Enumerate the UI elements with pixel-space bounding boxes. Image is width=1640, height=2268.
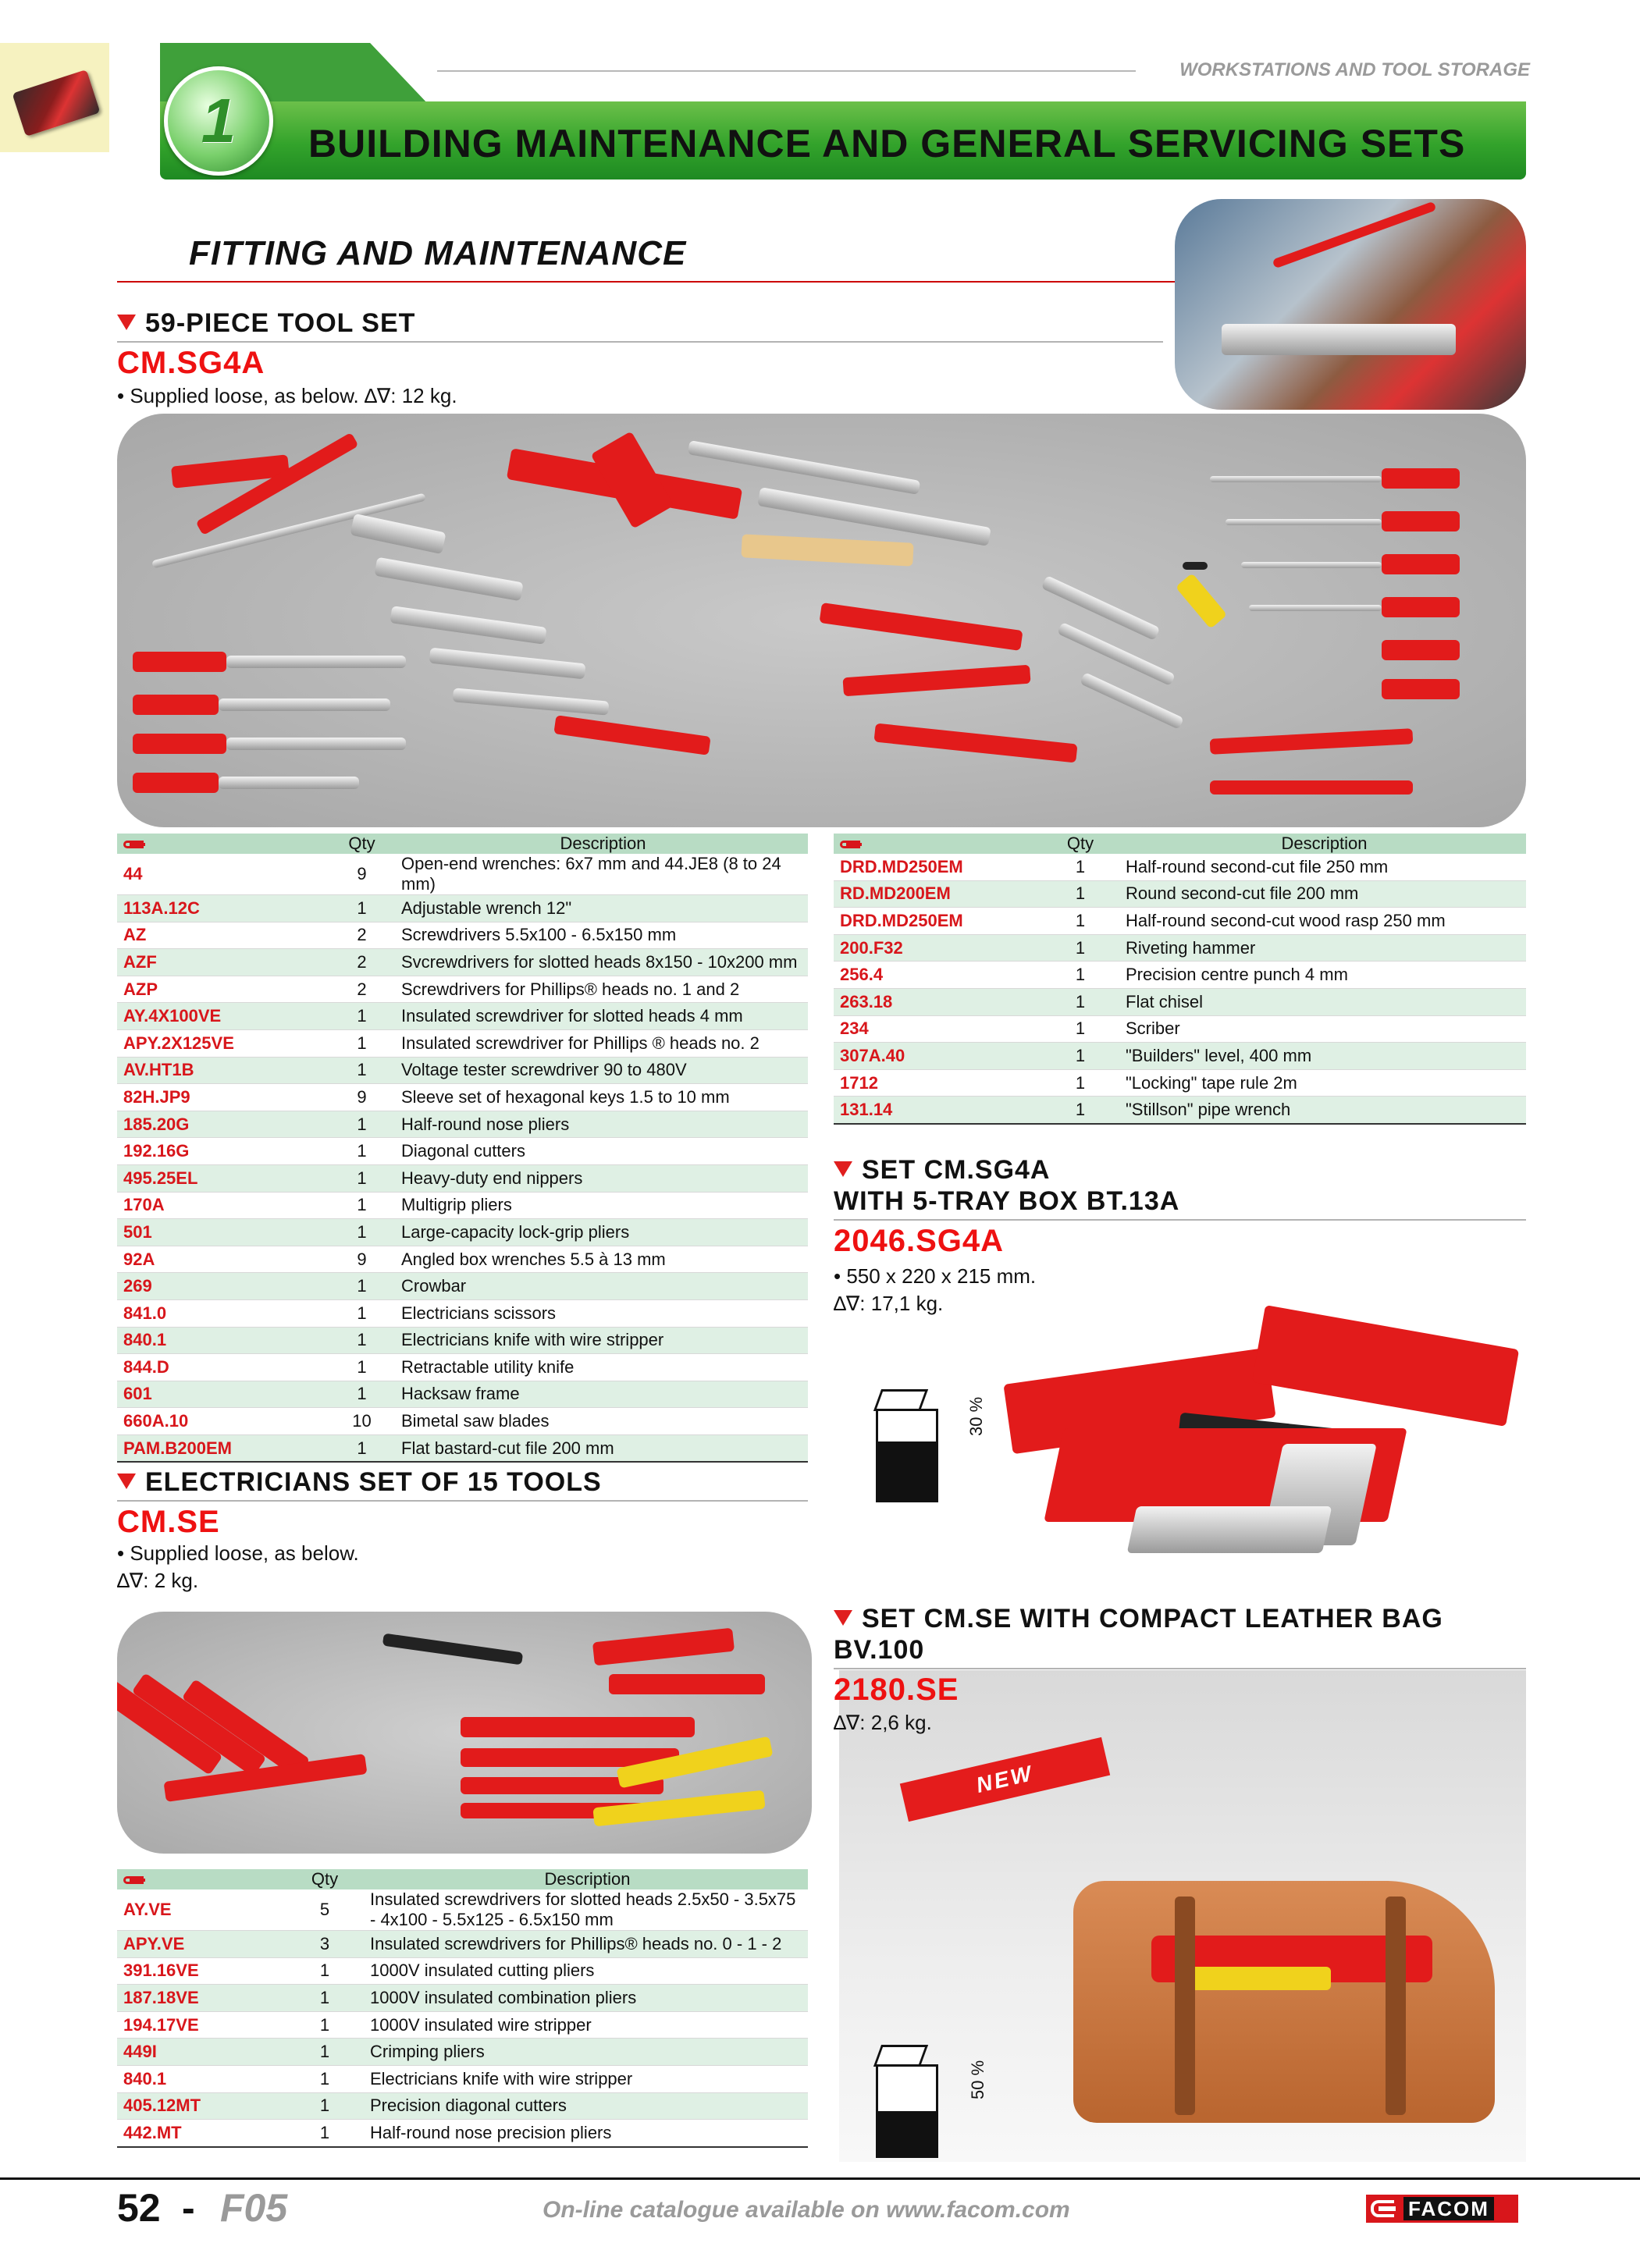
quantity: 1: [1038, 1069, 1122, 1097]
set2-bag-heading: SET CM.SE WITH COMPACT LEATHER BAG: [834, 1604, 1443, 1634]
table-row: [117, 1957, 808, 1985]
part-code: APY.VE: [117, 1931, 283, 1958]
part-code: 841.0: [117, 1299, 326, 1327]
description: Round second-cut file 200 mm: [1122, 880, 1526, 908]
table-row: [117, 895, 808, 922]
description: Electricians scissors: [398, 1299, 808, 1327]
quantity: 1: [283, 1957, 367, 1985]
quantity: 1: [1038, 854, 1122, 880]
table-row: [117, 922, 808, 949]
table-row: [117, 2120, 808, 2147]
set1-heading: 59-PIECE TOOL SET: [117, 308, 415, 339]
description: Scriber: [1122, 1015, 1526, 1043]
part-code: DRD.MD250EM: [834, 908, 1038, 935]
footer-url-text: On-line catalogue available on www.facom.com: [543, 2197, 1070, 2223]
table-row: [117, 1299, 808, 1327]
description: Half-round nose pliers: [398, 1111, 808, 1138]
set1-rule: [117, 341, 1163, 343]
set2-bag-rule: [834, 1668, 1526, 1669]
table-row: [117, 1931, 808, 1958]
description: Insulated screwdriver for Phillips ® heads no. 2: [398, 1029, 808, 1057]
table-row: [117, 1408, 808, 1435]
set1-tools-photo: [117, 414, 1526, 827]
quantity: 1: [283, 2120, 367, 2147]
quantity: 9: [326, 854, 398, 895]
table-row: [834, 908, 1526, 935]
quantity: 1: [326, 1111, 398, 1138]
set1-parts-table-left: [117, 834, 808, 1463]
quantity: 1: [326, 1003, 398, 1030]
table-row: [834, 1069, 1526, 1097]
table-row: [117, 1057, 808, 1084]
part-code: 449I: [117, 2039, 283, 2066]
quantity: 1: [326, 1381, 398, 1408]
table-row: [117, 1192, 808, 1219]
quantity: 1: [326, 1434, 398, 1462]
set1-note: • Supplied loose, as below. ∆∇: 12 kg.: [117, 384, 457, 407]
description: Heavy-duty end nippers: [398, 1164, 808, 1192]
hero-photo-sawing: [1175, 199, 1526, 410]
table-row: [117, 2011, 808, 2039]
part-code: 187.18VE: [117, 1985, 283, 2012]
quantity: 1: [283, 2011, 367, 2039]
quantity: 1: [326, 1327, 398, 1354]
brand-logo: [1366, 2195, 1518, 2223]
part-code: 44: [117, 854, 326, 895]
table-row: [117, 1084, 808, 1111]
description: Bimetal saw blades: [398, 1408, 808, 1435]
description: Screwdrivers for Phillips® heads no. 1 and 2: [398, 976, 808, 1003]
part-code: 185.20G: [117, 1111, 326, 1138]
table-row: [117, 1029, 808, 1057]
set1-box-heading: SET CM.SG4A: [834, 1155, 1050, 1186]
set2-weight: ∆∇: 2 kg.: [117, 1569, 199, 1592]
chapter-thumbnail: [0, 43, 109, 152]
quantity: 9: [326, 1246, 398, 1273]
part-code: 131.14: [834, 1097, 1038, 1124]
part-code: 442.MT: [117, 2120, 283, 2147]
quantity: 1: [283, 2092, 367, 2120]
quantity: 2: [326, 949, 398, 976]
quantity: 1: [326, 1164, 398, 1192]
page-number: 52: [117, 2186, 161, 2230]
description: Adjustable wrench 12": [398, 895, 808, 922]
part-code: 601: [117, 1381, 326, 1408]
fill-percent: 50 %: [968, 2060, 987, 2099]
part-code: 1712: [834, 1069, 1038, 1097]
description: Precision centre punch 4 mm: [1122, 962, 1526, 989]
table-row: [117, 2092, 808, 2120]
description: Flat bastard-cut file 200 mm: [398, 1434, 808, 1462]
part-code: AZ: [117, 922, 326, 949]
triangle-bullet-icon: [834, 1610, 852, 1626]
description: Half-round second-cut file 250 mm: [1122, 854, 1526, 880]
description-header: Description: [367, 1869, 808, 1889]
table-row: [834, 1015, 1526, 1043]
section-subtitle: FITTING AND MAINTENANCE: [189, 234, 687, 272]
table-row: [834, 1097, 1526, 1124]
table-row: [834, 962, 1526, 989]
table-row: [834, 880, 1526, 908]
description: Precision diagonal cutters: [367, 2092, 808, 2120]
table-row: [117, 1164, 808, 1192]
part-code: 170A: [117, 1192, 326, 1219]
part-code: PAM.B200EM: [117, 1434, 326, 1462]
part-code: 391.16VE: [117, 1957, 283, 1985]
set2-heading: ELECTRICIANS SET OF 15 TOOLS: [117, 1467, 602, 1498]
description: Diagonal cutters: [398, 1138, 808, 1165]
description: Electricians knife with wire stripper: [367, 2065, 808, 2092]
description: Voltage tester screwdriver 90 to 480V: [398, 1057, 808, 1084]
part-code: 840.1: [117, 1327, 326, 1354]
brand-name: FACOM: [1403, 2197, 1494, 2220]
quantity: 1: [326, 1029, 398, 1057]
reference-icon: [123, 1875, 147, 1886]
quantity: 1: [326, 1219, 398, 1246]
part-code: 405.12MT: [117, 2092, 283, 2120]
quantity: 1: [326, 1192, 398, 1219]
page-number-separator: -: [182, 2186, 195, 2230]
table-row: [117, 1354, 808, 1381]
description-header: Description: [1122, 834, 1526, 854]
set2-bag-heading-line2: BV.100: [834, 1635, 925, 1665]
description: Electricians knife with wire stripper: [398, 1327, 808, 1354]
description: "Builders" level, 400 mm: [1122, 1043, 1526, 1070]
quantity: 5: [283, 1889, 367, 1931]
quantity: 1: [283, 2039, 367, 2066]
quantity: 1: [326, 1138, 398, 1165]
table-row: [117, 1003, 808, 1030]
table-row: [834, 1043, 1526, 1070]
part-code: 840.1: [117, 2065, 283, 2092]
part-code: AY.VE: [117, 1889, 283, 1931]
part-code: 844.D: [117, 1354, 326, 1381]
qty-header: Qty: [1038, 834, 1122, 854]
part-code: 495.25EL: [117, 1164, 326, 1192]
part-code: RD.MD200EM: [834, 880, 1038, 908]
table-row: [117, 1434, 808, 1462]
part-code: 113A.12C: [117, 895, 326, 922]
quantity: 1: [283, 1985, 367, 2012]
description: Screwdrivers 5.5x100 - 6.5x150 mm: [398, 922, 808, 949]
set1-parts-table-right: [834, 834, 1526, 1125]
description: Retractable utility knife: [398, 1354, 808, 1381]
part-code: AZP: [117, 976, 326, 1003]
part-code: 263.18: [834, 988, 1038, 1015]
part-code: DRD.MD250EM: [834, 854, 1038, 880]
table-row: [117, 1219, 808, 1246]
description: Sleeve set of hexagonal keys 1.5 to 10 mm: [398, 1084, 808, 1111]
part-code: APY.2X125VE: [117, 1029, 326, 1057]
table-row: [117, 1138, 808, 1165]
table-row: [117, 949, 808, 976]
description: Insulated screwdrivers for slotted heads 2.5x50 - 3.5x75 - 4x100 - 5.5x125 - 6.5x150 mm: [367, 1889, 808, 1931]
description: Multigrip pliers: [398, 1192, 808, 1219]
bag-photo-panel: [839, 1670, 1526, 2162]
set1-reference: CM.SG4A: [117, 346, 265, 380]
triangle-bullet-icon: [117, 1473, 136, 1489]
part-code: 256.4: [834, 962, 1038, 989]
set2-parts-table: [117, 1869, 808, 2148]
table-row: [117, 1246, 808, 1273]
set2-bag-reference: 2180.SE: [834, 1673, 959, 1707]
triangle-bullet-icon: [834, 1161, 852, 1177]
quantity: 1: [1038, 988, 1122, 1015]
set1-box-dimensions: • 550 x 220 x 215 mm.: [834, 1264, 1037, 1288]
description: Insulated screwdriver for slotted heads 4 mm: [398, 1003, 808, 1030]
description-header: Description: [398, 834, 808, 854]
quantity: 1: [1038, 1043, 1122, 1070]
table-row: [117, 1985, 808, 2012]
part-code: 269: [117, 1273, 326, 1300]
description: "Locking" tape rule 2m: [1122, 1069, 1526, 1097]
page-code: F05: [220, 2186, 288, 2230]
section-label: WORKSTATIONS AND TOOL STORAGE: [1179, 59, 1530, 80]
qty-header: Qty: [326, 834, 398, 854]
description: Crimping pliers: [367, 2039, 808, 2066]
table-row: [117, 854, 808, 895]
part-code: 194.17VE: [117, 2011, 283, 2039]
tool-tray-thumbnail-image: [12, 69, 100, 137]
table-row: [834, 934, 1526, 962]
description: Half-round nose precision pliers: [367, 2120, 808, 2147]
chapter-number: 1: [201, 86, 237, 155]
description: Flat chisel: [1122, 988, 1526, 1015]
quantity: 1: [326, 1057, 398, 1084]
reference-icon: [123, 839, 147, 850]
set2-tools-photo: [117, 1612, 812, 1854]
part-code: 307A.40: [834, 1043, 1038, 1070]
quantity: 1: [1038, 908, 1122, 935]
quantity: 10: [326, 1408, 398, 1435]
quantity: 1: [326, 895, 398, 922]
quantity: 1: [283, 2065, 367, 2092]
table-row: [117, 976, 808, 1003]
description: Insulated screwdrivers for Phillips® heads no. 0 - 1 - 2: [367, 1931, 808, 1958]
part-code: 234: [834, 1015, 1038, 1043]
description: Svcrewdrivers for slotted heads 8x150 - 10x200 mm: [398, 949, 808, 976]
table-row: [117, 1889, 808, 1931]
quantity: 9: [326, 1084, 398, 1111]
part-code: 92A: [117, 1246, 326, 1273]
quantity: 1: [1038, 880, 1122, 908]
description: 1000V insulated cutting pliers: [367, 1957, 808, 1985]
quantity: 1: [1038, 962, 1122, 989]
table-row: [117, 2065, 808, 2092]
footer-rule: [0, 2177, 1640, 2180]
part-code: 501: [117, 1219, 326, 1246]
quantity: 1: [1038, 1097, 1122, 1124]
brand-mark-icon: [1371, 2200, 1397, 2217]
description: Open-end wrenches: 6x7 mm and 44.JE8 (8 to 24 mm): [398, 854, 808, 895]
description: Large-capacity lock-grip pliers: [398, 1219, 808, 1246]
table-row: [117, 1111, 808, 1138]
quantity: 1: [326, 1273, 398, 1300]
set1-box-weight: ∆∇: 17,1 kg.: [834, 1292, 944, 1315]
set1-box-reference: 2046.SG4A: [834, 1224, 1005, 1258]
chapter-badge: [164, 66, 273, 176]
subtitle-rule: [117, 281, 1183, 283]
page-title: BUILDING MAINTENANCE AND GENERAL SERVICING SETS: [308, 122, 1466, 165]
part-code: 200.F32: [834, 934, 1038, 962]
set1-box-rule: [834, 1219, 1526, 1221]
triangle-bullet-icon: [117, 315, 136, 330]
quantity: 3: [283, 1931, 367, 1958]
section-divider: [437, 70, 1136, 72]
description: Half-round second-cut wood rasp 250 mm: [1122, 908, 1526, 935]
quantity: 1: [1038, 1015, 1122, 1043]
table-row: [117, 1327, 808, 1354]
description: 1000V insulated combination pliers: [367, 1985, 808, 2012]
table-row: [117, 2039, 808, 2066]
part-code: AY.4X100VE: [117, 1003, 326, 1030]
table-row: [834, 854, 1526, 880]
description: Crowbar: [398, 1273, 808, 1300]
part-code: AZF: [117, 949, 326, 976]
part-code: 82H.JP9: [117, 1084, 326, 1111]
quantity: 1: [326, 1299, 398, 1327]
quantity: 1: [326, 1354, 398, 1381]
description: Hacksaw frame: [398, 1381, 808, 1408]
set1-box-heading-line2: WITH 5-TRAY BOX BT.13A: [834, 1186, 1180, 1216]
set2-rule: [117, 1500, 808, 1502]
part-code: 660A.10: [117, 1408, 326, 1435]
description: Angled box wrenches 5.5 à 13 mm: [398, 1246, 808, 1273]
leather-bag-image: [1073, 1881, 1495, 2123]
set2-reference: CM.SE: [117, 1505, 220, 1539]
set2-note: • Supplied loose, as below.: [117, 1541, 359, 1565]
part-code: AV.HT1B: [117, 1057, 326, 1084]
quantity: 1: [1038, 934, 1122, 962]
quantity: 2: [326, 922, 398, 949]
description: 1000V insulated wire stripper: [367, 2011, 808, 2039]
quantity: 2: [326, 976, 398, 1003]
part-code: 192.16G: [117, 1138, 326, 1165]
reference-icon: [840, 839, 863, 850]
toolbox-photo: [1007, 1311, 1522, 1569]
fill-level-icon: [876, 2045, 938, 2158]
description: "Stillson" pipe wrench: [1122, 1097, 1526, 1124]
table-row: [834, 988, 1526, 1015]
table-row: [117, 1381, 808, 1408]
fill-percent: 30 %: [966, 1396, 986, 1436]
qty-header: Qty: [283, 1869, 367, 1889]
table-row: [117, 1273, 808, 1300]
set2-bag-weight: ∆∇: 2,6 kg.: [834, 1711, 932, 1734]
fill-level-icon: [876, 1389, 938, 1502]
new-badge: NEW: [900, 1737, 1110, 1822]
description: Riveting hammer: [1122, 934, 1526, 962]
